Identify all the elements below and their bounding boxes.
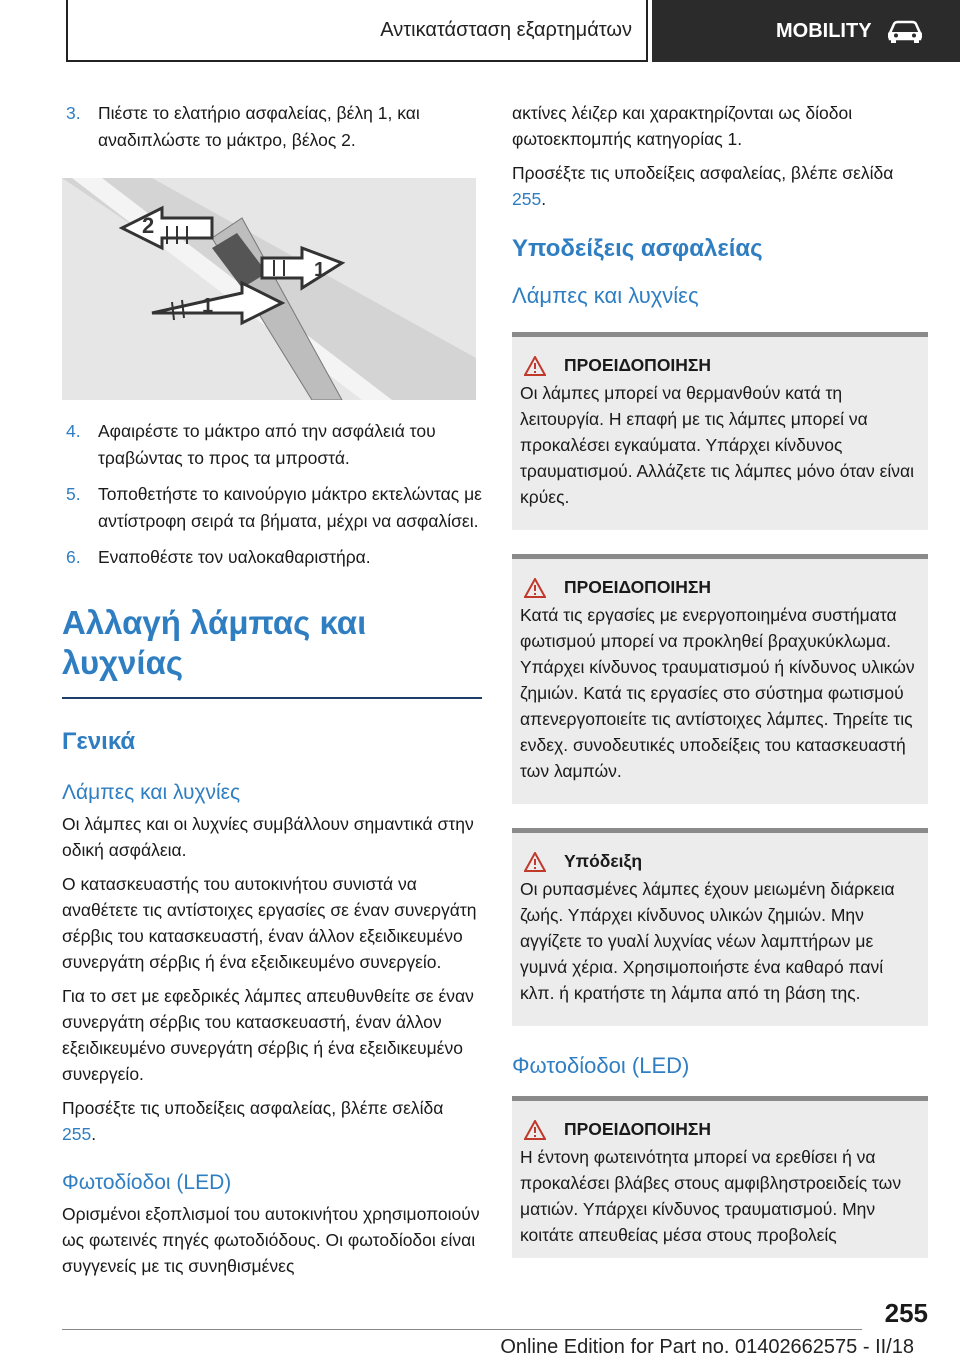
lamps-subheading: Λάμπες και λυχνίες: [62, 781, 241, 804]
safety-reference: [62, 1095, 482, 1147]
warning-title-text: ΠΡΟΕΙΔΟΠΟΙΗΣΗ: [564, 1119, 712, 1139]
safety-reference: [512, 160, 928, 212]
paragraph: ακτίνες λέιζερ και χαρακτηρίζονται ως δίοδοι φωτοεκπομπής κατηγορίας 1.: [512, 103, 853, 149]
chapter-heading: Αλλαγή λάμπας και λυχνίας: [62, 604, 367, 681]
figure-label-1a: 1: [314, 259, 326, 281]
paragraph: Ο κατασκευαστής του αυτοκινήτου συνιστά να αναθέτετε τις αντίστοιχες εργασίες σε έναν συνεργάτη σέρβις του κατασκευαστή, έναν άλλον εξειδικευμένο συνεργάτη σέρβις ή ένα εξειδικευμένο συνεργείο.: [62, 874, 477, 972]
warning-title: [524, 355, 920, 376]
step-text: Αφαιρέστε το μάκτρο από την ασφάλειά του τραβώντας το προς τα μπροστά.: [98, 421, 436, 468]
step-5: [62, 481, 482, 535]
mobility-label: MOBILITY: [776, 19, 872, 42]
notice-body: Οι ρυπασμένες λάμπες έχουν μειωμένη διάρκεια ζωής. Υπάρχει κίνδυνος υλικών ζημιών. Μην αγγίζετε το γυαλί λυχνίας νέων λαμπτήρων με γυμνά χέρια. Χρησιμοποιήστε ένα καθαρό πανί κλπ. ή κρατήστε τη λάμπα από τη βάση της.: [520, 879, 895, 1003]
step-text: Πιέστε το ελατήριο ασφαλείας, βέλη 1, και αναδιπλώστε το μάκτρο, βέλος 2.: [98, 103, 420, 150]
step-3: [62, 100, 482, 154]
page-link[interactable]: 255: [62, 1124, 92, 1144]
warning-title: [524, 1119, 920, 1140]
notice-box: [512, 828, 928, 1026]
reference-suffix: .: [541, 189, 547, 209]
car-icon: [886, 19, 924, 43]
notice-title-text: Υπόδειξη: [564, 851, 643, 871]
wiper-illustration: [62, 178, 476, 400]
warning-body: Η έντονη φωτεινότητα μπορεί να ερεθίσει ή να προκαλέσει βλάβες στους αμφιβληστροειδείς των ματιών. Υπάρχει κίνδυνος τραυματισμού. Μην κοιτάτε απευθείας μέσα στους προβολείς: [520, 1147, 902, 1245]
warning-title-text: ΠΡΟΕΙΔΟΠΟΙΗΣΗ: [564, 577, 712, 597]
step-text: Εναποθέστε τον υαλοκαθαριστήρα.: [98, 547, 371, 567]
step-number: 6.: [66, 547, 81, 567]
paragraph: Για το σετ με εφεδρικές λάμπες απευθυνθείτε σε έναν συνεργάτη σέρβις του κατασκευαστή, έναν άλλον εξειδικευμένο συνεργάτη σέρβις ή ένα εξειδικευμένο συνεργείο.: [62, 986, 474, 1084]
safety-heading: Υποδείξεις ασφαλείας: [512, 235, 763, 262]
heading-divider: [62, 697, 482, 699]
page-link[interactable]: 255: [512, 189, 542, 209]
reference-text: Προσέξτε τις υποδείξεις ασφαλείας, βλέπε σελίδα: [512, 163, 894, 183]
step-4: [62, 418, 482, 472]
footer-divider: [62, 1329, 862, 1330]
paragraph: Οι λάμπες και οι λυχνίες συμβάλλουν σημαντικά στην οδική ασφάλεια.: [62, 814, 474, 860]
warning-body: Κατά τις εργασίες με ενεργοποιημένα συστήματα φωτισμού μπορεί να προκληθεί βραχυκύκλωμα. Υπάρχει κίνδυνος τραυματισμού ή κίνδυνος υλικών ζημιών. Κατά τις εργασίες στο σύστημα φωτισμού απενεργοποιείτε τις αντίστοιχες λάμπες. Τηρείτε τις ενδεχ. συνοδευτικές υποδείξεις του κατασκευαστή των λαμπών.: [520, 605, 915, 781]
warning-box: [512, 332, 928, 530]
warning-icon: [524, 578, 546, 598]
step-number: 4.: [66, 421, 81, 441]
page-number: 255: [884, 1298, 928, 1328]
section-title: Αντικατάσταση εξαρτημάτων: [380, 18, 632, 41]
warning-icon: [524, 1120, 546, 1140]
step-number: 5.: [66, 484, 81, 504]
step-text: Τοποθετήστε το καινούργιο μάκτρο εκτελώντας με αντίστροφη σειρά τα βήματα, μέχρι να ασφαλίσει.: [98, 484, 482, 531]
section-header: [66, 0, 648, 62]
reference-suffix: .: [91, 1124, 97, 1144]
warning-icon: [524, 852, 546, 872]
mobility-tab: [652, 0, 960, 62]
paragraph: Ορισμένοι εξοπλισμοί του αυτοκινήτου χρησιμοποιούν ως φωτεινές πηγές φωτοδιόδους. Οι φωτοδίοδοι είναι συγγενείς με τις συνηθισμένες: [62, 1204, 480, 1276]
warning-title: [524, 577, 920, 598]
figure-label-1b: 1: [202, 295, 214, 317]
warning-box: [512, 1096, 928, 1258]
step-6: [62, 544, 482, 571]
wiper-figure: [62, 178, 476, 400]
right-column: [512, 100, 928, 1258]
step-number: 3.: [66, 103, 81, 123]
reference-text: Προσέξτε τις υποδείξεις ασφαλείας, βλέπε σελίδα: [62, 1098, 444, 1118]
lamps-subheading: Λάμπες και λυχνίες: [512, 283, 699, 308]
led-subheading: Φωτοδίοδοι (LED): [512, 1053, 690, 1078]
warning-icon: [524, 356, 546, 376]
general-heading: Γενικά: [62, 728, 136, 755]
edition-text: Online Edition for Part no. 01402662575 - II/18: [500, 1336, 914, 1358]
warning-title-text: ΠΡΟΕΙΔΟΠΟΙΗΣΗ: [564, 355, 712, 375]
left-column: [62, 100, 482, 1287]
led-subheading: Φωτοδίοδοι (LED): [62, 1171, 232, 1194]
warning-box: [512, 554, 928, 804]
figure-label-2: 2: [142, 213, 155, 238]
warning-body: Οι λάμπες μπορεί να θερμανθούν κατά τη λειτουργία. Η επαφή με τις λάμπες μπορεί να προκαλέσει εγκαύματα. Υπάρχει κίνδυνος τραυματισμού. Αλλάζετε τις λάμπες μόνο όταν είναι κρύες.: [520, 383, 915, 507]
notice-title: [524, 851, 920, 872]
